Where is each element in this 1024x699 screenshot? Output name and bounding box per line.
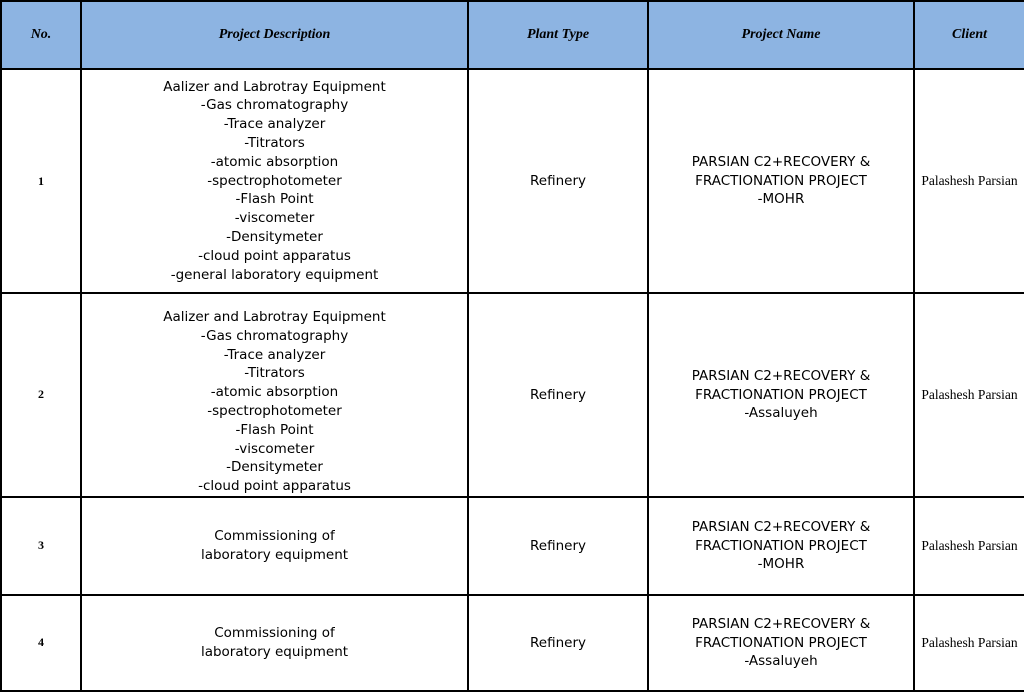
client: Palashesh Parsian [914, 69, 1024, 293]
description-line: -cloud point apparatus [198, 247, 351, 264]
project-name-line: FRACTIONATION PROJECT [695, 634, 867, 651]
project-description [81, 69, 468, 293]
plant-type: Refinery [468, 69, 648, 293]
description-line: -cloud point apparatus [198, 478, 351, 495]
header-client: Client [914, 1, 1024, 69]
project-name-line: PARSIAN C2+RECOVERY & [691, 153, 871, 170]
description-line: -general laboratory equipment [170, 266, 379, 283]
description-line: -Gas chromatography [200, 327, 349, 344]
client: Palashesh Parsian [914, 595, 1024, 691]
description-line: -spectrophotometer [207, 402, 342, 419]
header-row [1, 1, 1024, 69]
header-plant-type: Plant Type [468, 1, 648, 69]
plant-type: Refinery [468, 497, 648, 595]
project-name-line: FRACTIONATION PROJECT [695, 537, 867, 554]
description-line: -Gas chromatography [200, 97, 349, 114]
row-number: 4 [1, 595, 81, 691]
header-no: No. [1, 1, 81, 69]
client: Palashesh Parsian [914, 497, 1024, 595]
description-line: -atomic absorption [210, 384, 339, 401]
description-line: -Densitymeter [226, 459, 323, 476]
project-name-line: PARSIAN C2+RECOVERY & [691, 367, 871, 384]
client: Palashesh Parsian [914, 293, 1024, 497]
description-line: -Trace analyzer [223, 346, 326, 363]
description-line: -viscometer [234, 440, 315, 457]
description-line: -Titrators [244, 365, 305, 382]
project-name-line: PARSIAN C2+RECOVERY & [691, 615, 871, 632]
project-name [648, 293, 914, 497]
header-project-name: Project Name [648, 1, 914, 69]
description-line: -Flash Point [235, 421, 314, 438]
project-name [648, 595, 914, 691]
description-line: Commissioning of [214, 528, 335, 545]
plant-type: Refinery [468, 293, 648, 497]
table-row [1, 69, 1024, 293]
project-description [81, 497, 468, 595]
description-line: -atomic absorption [210, 153, 339, 170]
project-description [81, 595, 468, 691]
project-name-line: FRACTIONATION PROJECT [695, 386, 867, 403]
project-name-line: -MOHR [757, 191, 805, 208]
project-name-line: -Assaluyeh [744, 653, 818, 670]
description-line: Aalizer and Labrotray Equipment [163, 78, 386, 95]
description-line: Commissioning of [214, 625, 335, 642]
description-line: laboratory equipment [200, 546, 349, 563]
project-name [648, 497, 914, 595]
table-row [1, 293, 1024, 497]
description-line: -Flash Point [235, 191, 314, 208]
description-line: -spectrophotometer [207, 172, 342, 189]
project-name-line: -Assaluyeh [744, 405, 818, 422]
description-line: -viscometer [234, 210, 315, 227]
description-line: -Densitymeter [226, 228, 323, 245]
project-name-line: FRACTIONATION PROJECT [695, 172, 867, 189]
plant-type: Refinery [468, 595, 648, 691]
description-line: -Trace analyzer [223, 116, 326, 133]
header-project-description: Project Description [81, 1, 468, 69]
row-number: 3 [1, 497, 81, 595]
row-number: 2 [1, 293, 81, 497]
description-line: Aalizer and Labrotray Equipment [163, 309, 386, 325]
project-description [81, 293, 468, 497]
project-name-line: PARSIAN C2+RECOVERY & [691, 518, 871, 535]
table-row [1, 595, 1024, 691]
description-line: laboratory equipment [200, 643, 349, 660]
description-line: -Titrators [244, 135, 305, 151]
row-number: 1 [1, 69, 81, 293]
table-row [1, 497, 1024, 595]
project-name [648, 69, 914, 293]
project-name-line: -MOHR [757, 556, 805, 573]
